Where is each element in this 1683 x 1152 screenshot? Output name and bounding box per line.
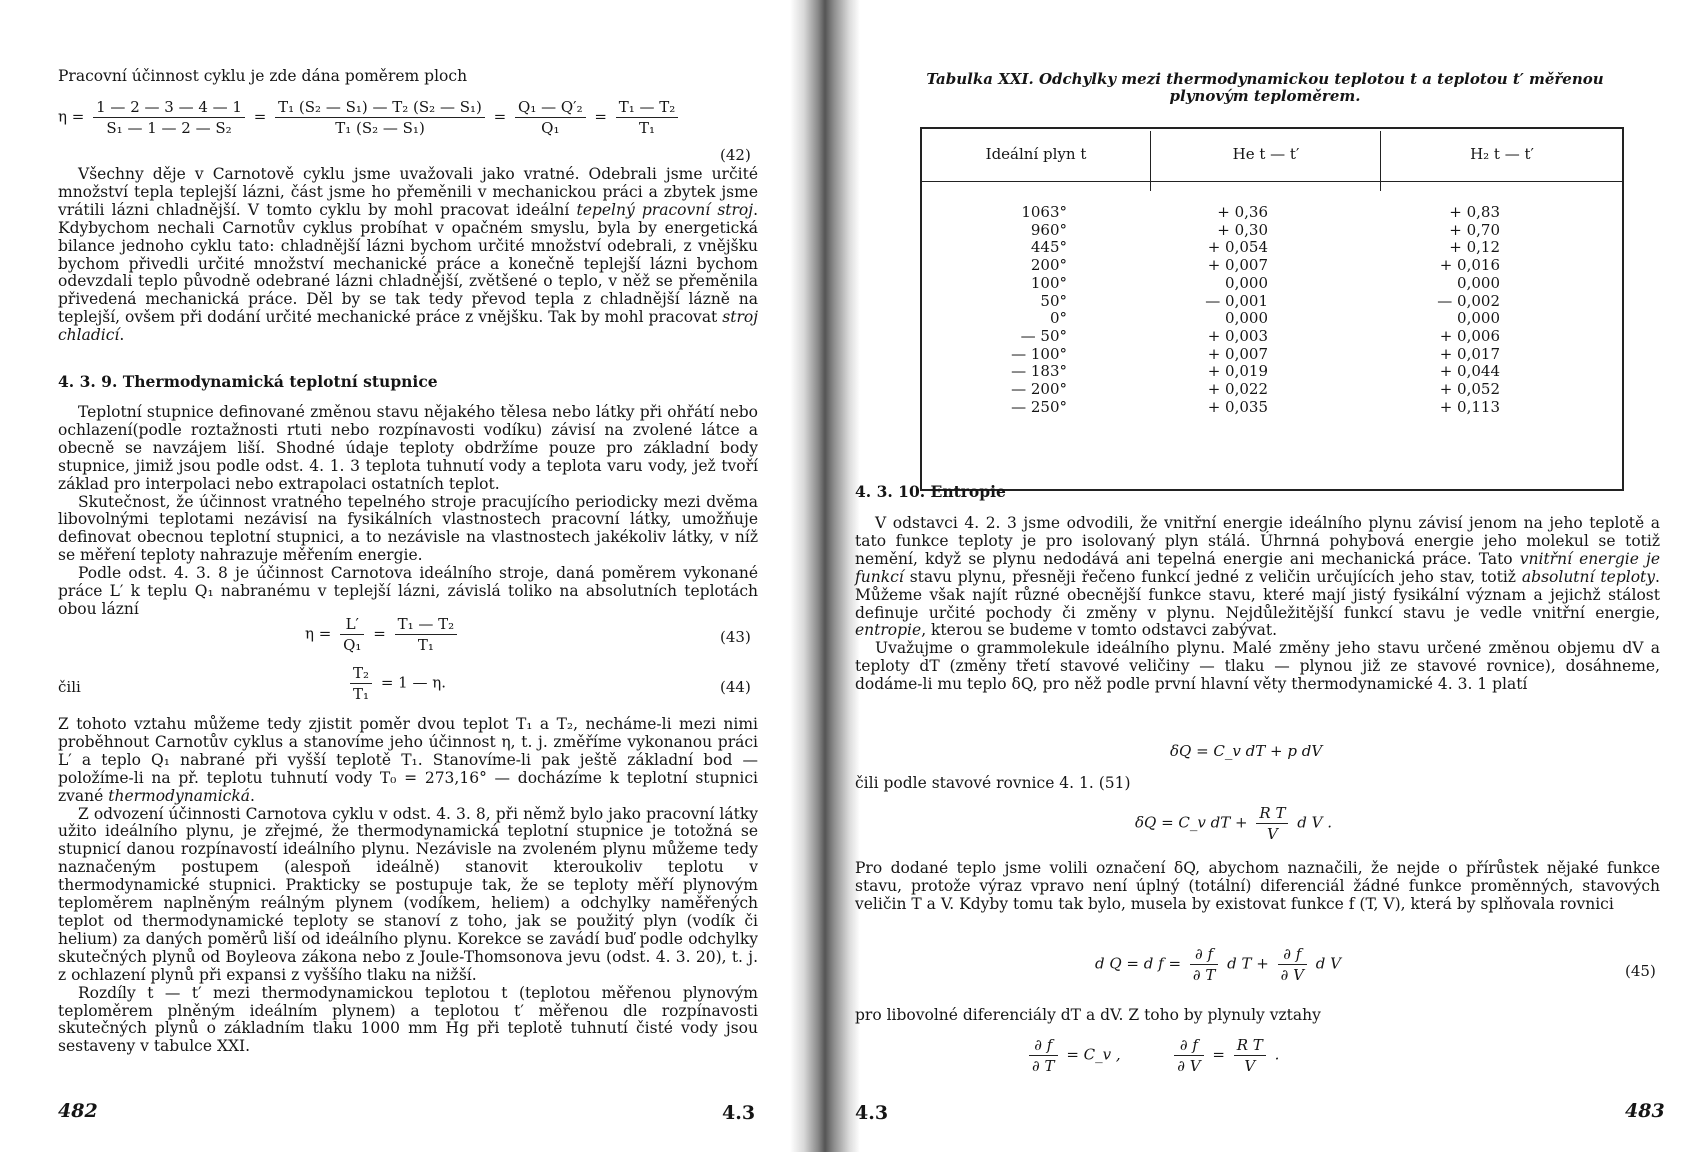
paragraph-ratio: Z tohoto vztahu můžeme tedy zjistit poměr dvou teplot T₁ a T₂, necháme-li mezi nimi proběhnout Carnotův cyklus a stanovíme jeho účinnost η, t. j. změříme vykonanou práci L′ a teplo Q₁ nabrané při vyšší teplotě T₁. Stanovíme-li pak ještě základní bod — položíme-li na př. teplotu tuhnutí vody T₀ = 273,16° — docházíme k teplotní stupnici zvané thermodynamická. [58, 715, 758, 805]
paragraph-differentials: pro libovolné diferenciály dT a dV. Z toho by plynuly vztahy [855, 1006, 1321, 1024]
table-cell-h2-8: + 0,017 [1439, 344, 1500, 363]
eq45-frac2: $\frac{\partial f}{\partial V}$ [1278, 945, 1307, 984]
table-cell-t-6: 0° [1049, 309, 1067, 328]
table-cell-t-8: — 100° [1011, 344, 1067, 363]
equation-first-law: δQ = C_v dT + p dV [1170, 742, 1323, 760]
table-cell-h2-2: + 0,12 [1449, 238, 1500, 257]
eq42-frac2-den: T₁ (S₂ — S₁) [335, 119, 425, 137]
em-tepelny-stroj: tepelný pracovní stroj [576, 200, 754, 219]
table-cell-t-1: 960° [1030, 220, 1067, 239]
table-cell-t-5: 50° [1040, 291, 1067, 310]
paragraph-differences: Rozdíly t — t′ mezi thermodynamickou teplotou t (teplotou měřenou plynovým teploměrem plněným ideálním plynem) a teplotou t′ měřenou dle rozpínavosti skutečných plynů o základním tlaku 1000 mm Hg při teplotě tuhnutí čisté vody jsou sestaveny v tabulce XXI. [58, 983, 758, 1056]
table-cell-h2-9: + 0,044 [1439, 362, 1500, 381]
paragraphs-thermodynamic [58, 716, 758, 1056]
paragraph-scales: Teplotní stupnice definované změnou stavu nějakého tělesa nebo látky při ohřátí nebo ochlazení(podle roztažnosti rtuti nebo rozpínavosti vodíku) závisí na zvolené látce a obecně se navzájem liší. Shodné údaje teploty obdržíme pouze pro základní body stupnice, jimiž jsou podle odst. 4. 1. 3 teplota tuhnutí vody a teplota varu vody, jež tvoří základ pro interpolaci nebo extrapolaci ostatních teplot. [58, 403, 758, 493]
table-column-t [1011, 204, 1067, 416]
table-cell-t-3: 200° [1030, 256, 1067, 275]
table-cell-he-10: + 0,022 [1207, 380, 1268, 399]
table-cell-he-5: — 0,001 [1205, 291, 1268, 310]
eq42-lhs: η = [58, 107, 85, 126]
em-thermodynamicka: thermodynamická [108, 786, 250, 805]
eq44-frac: $\frac{\text{T₂}}{\text{T₁}}$ [350, 664, 372, 703]
table-header-h2: H₂ t — t′ [1470, 145, 1534, 163]
table-header-rule [922, 181, 1622, 182]
table-cell-t-11: — 250° [1011, 397, 1067, 416]
eq42-number: (42) [720, 146, 751, 164]
section-heading-4-3-10: 4. 3. 10. Entropie [855, 482, 1006, 501]
eq42-frac4-num: T₁ — T₂ [616, 98, 679, 118]
eq42-equals-1: = [253, 107, 267, 126]
table-cell-t-10: — 200° [1011, 380, 1067, 399]
paragraph-heat: Pro dodané teplo jsme volili označení δQ, abychom naznačili, že nejde o přírůstek nějaké funkce stavu, protože výraz vpravo není úplný (totální) diferenciál žádné funkce proměnných, stavových veličin T a V. Kdyby tomu tak bylo, musela by existovat funkce f (T, V), která by splňovala rovnici [855, 859, 1660, 913]
equation-state: δQ = C_v dT + $\frac{\text{R T}}{V}$ d V . [1135, 804, 1332, 843]
em-absolutni-teploty: absolutní teploty [1521, 567, 1656, 586]
table-cell-he-3: + 0,007 [1207, 256, 1268, 275]
eq45-frac1: $\frac{\partial f}{\partial T}$ [1190, 945, 1219, 984]
eq43-number: (43) [720, 628, 751, 646]
equation-partials: $\frac{\partial f}{\partial T}$ = C_v , $\frac{\partial f}{\partial V}$ = $\frac{\text{R T}}{V}$ . [1025, 1036, 1279, 1075]
eq-partials-frac3: $\frac{\text{R T}}{V}$ [1234, 1036, 1266, 1075]
table-column-h2 [1437, 204, 1500, 416]
paragraphs-temperature-scale [58, 404, 758, 619]
eq42-frac3 [515, 98, 586, 137]
paragraph-grammolecule: Uvažujme o grammolekule ideálního plynu. Malé změny jeho stavu určené změnou objemu dV a teploty dT (změny třetí stavové veličiny — tlaku — plynou již ze stavové rovnice), dosáhneme, dodáme-li mu teplo δQ, pro něž podle první hlavní věty thermodynamické 4. 3. 1 platí [855, 639, 1660, 694]
table-cell-he-4: 0,000 [1225, 273, 1268, 292]
eq42-frac3-den: Q₁ [541, 119, 560, 137]
left-page [0, 0, 800, 1152]
page-number-left: 482 [58, 1100, 98, 1122]
table-caption: Tabulka XXI. Odchylky mezi thermodynamickou teplotou t a teplotou t′ měřenou plynovým teploměrem. [926, 70, 1604, 105]
table-cell-h2-1: + 0,70 [1449, 220, 1500, 239]
eq43-frac2: $\frac{\text{T₁ — T₂}}{\text{T₁}}$ [395, 615, 458, 654]
table-cell-he-11: + 0,035 [1207, 397, 1268, 416]
equation-43: η = $\frac{L'}{\text{Q₁}}$ = $\frac{\text{T₁ — T₂}}{\text{T₁}}$ [305, 615, 461, 654]
eq42-frac3-num: Q₁ — Q′₂ [515, 98, 586, 118]
state-equation-line: čili podle stavové rovnice 4. 1. (51) [855, 774, 1131, 792]
table-cell-he-9: + 0,019 [1207, 362, 1268, 381]
paragraph-internal-energy: V odstavci 4. 2. 3 jsme odvodili, že vnitřní energie ideálního plynu závisí jenom na jeho teplotě a tato funkce teploty je pro isolovaný plyn stálá. Úhrnná pohybová energie jeho molekul se totiž nemění, když se plynu nedodává ani tepelná energie ani mechanická práce. Tato vnitřní energie je funkcí stavu plynu, přesněji řečeno funkcí jedné z veličin určujících jeho stav, totiž absolutní teploty. Můžeme však najít různé obecnější funkce stavu, které mají jistý fysikální význam a jejichž stálost definuje určité pochody či změny v plynu. Nejdůležitější funkcí stavu je vedle vnitřní energie, entropie, kterou se budeme v tomto odstavci zabývat. [855, 514, 1660, 640]
section-number-right: 4.3 [855, 1102, 889, 1124]
eq42-frac2-num: T₁ (S₂ — S₁) — T₂ (S₂ — S₁) [275, 98, 485, 118]
section-heading-4-3-9: 4. 3. 9. Thermodynamická teplotní stupnice [58, 372, 438, 391]
table-cell-h2-7: + 0,006 [1439, 326, 1500, 345]
table-divider-1 [1150, 131, 1151, 191]
eq-state-frac: $\frac{\text{R T}}{V}$ [1256, 804, 1288, 843]
table-cell-he-2: + 0,054 [1207, 238, 1268, 257]
eq42-frac1-num: 1 — 2 — 3 — 4 — 1 [93, 98, 245, 118]
table-xxi [920, 127, 1624, 491]
table-cell-t-2: 445° [1030, 238, 1067, 257]
table-cell-h2-0: + 0,83 [1449, 203, 1500, 221]
cili-label: čili [58, 678, 81, 696]
eq-partials-frac2: $\frac{\partial f}{\partial V}$ [1174, 1036, 1203, 1075]
equation-44: $\frac{\text{T₂}}{\text{T₁}}$ = 1 — η. [346, 664, 446, 703]
intro-line: Pracovní účinnost cyklu je zde dána poměrem ploch [58, 67, 468, 85]
paragraphs-entropy [855, 515, 1660, 694]
eq42-frac1 [93, 98, 245, 137]
eq42-equals-2: = [493, 107, 507, 126]
table-cell-h2-3: + 0,016 [1439, 256, 1500, 275]
equation-42 [58, 98, 682, 137]
eq42-frac2 [275, 98, 485, 137]
table-header-he: He t — t′ [1232, 145, 1300, 163]
table-column-he [1205, 204, 1268, 416]
em-stroj-chladici: stroj chladicí [58, 308, 758, 345]
equation-45: d Q = d f = $\frac{\partial f}{\partial T}$ d T + $\frac{\partial f}{\partial V}$ d V [1095, 945, 1341, 984]
table-cell-t-7: — 50° [1020, 326, 1067, 345]
right-page [840, 0, 1683, 1152]
page-number-right: 483 [1625, 1100, 1665, 1122]
eq45-number: (45) [1625, 962, 1656, 980]
eq42-frac1-den: S₁ — 1 — 2 — S₂ [106, 119, 232, 137]
em-vnitrni-energie: vnitřní energie je funkcí [855, 549, 1660, 586]
paragraph-fact: Skutečnost, že účinnost vratného tepelného stroje pracujícího periodicky mezi dvěma libovolnými teplotami nezávisí na fysikálních vlastnostech pracovní látky, umožňuje definovat obecnou teplotní stupnici, a to nezávisle na vlastnostech jakékoliv látky, v níž se měření teploty nahrazuje měřením energie. [58, 492, 758, 565]
eq-partials-frac1: $\frac{\partial f}{\partial T}$ [1029, 1036, 1058, 1075]
eq43-frac1: $\frac{L'}{\text{Q₁}}$ [340, 615, 364, 654]
table-cell-he-1: + 0,30 [1217, 220, 1268, 239]
table-cell-he-6: 0,000 [1225, 309, 1268, 328]
paragraph-derivation: Z odvození účinnosti Carnotova cyklu v odst. 4. 3. 8, při němž bylo jako pracovní látky užito ideálního plynu, je zřejmé, že thermodynamická teplotní stupnice je totožná se stupnicí danou rozpínavostí ideálního plynu. Nezávisle na zvoleném plynu můžeme tedy naznačeným postupem (alespoň ideálně) stanovit kteroukoliv teplotu v thermodynamické stupnici. Prakticky se postupuje tak, že se teploty měří plynovým teploměrem naplněným reálným plynem (vodíkem, heliem) a odchylky naměřených teplot od thermodynamické teploty se stanoví z toho, jak se použitý plyn (vodík či helium) za daných poměrů liší od ideálního plynu. Korekce se zavádí buď podle odchylky skutečných plynů od Boyleova zákona nebo z Joule-Thomsonova jevu (odst. 4. 3. 20), t. j. z ochlazení plynů při expansi z vyššího tlaku na nižší. [58, 804, 758, 984]
section-number-left: 4.3 [722, 1102, 756, 1124]
table-cell-he-0: + 0,36 [1217, 203, 1268, 221]
table-cell-h2-5: — 0,002 [1437, 291, 1500, 310]
em-entropie: entropie [855, 621, 922, 640]
table-cell-t-4: 100° [1030, 273, 1067, 292]
table-cell-h2-10: + 0,052 [1439, 380, 1500, 399]
table-cell-he-8: + 0,007 [1207, 344, 1268, 363]
table-cell-h2-6: 0,000 [1457, 309, 1500, 328]
paragraph-carnot: Všechny děje v Carnotově cyklu jsme uvažovali jako vratné. Odebrali jsme určité množství tepla teplejší lázni, část jsme ho přeměnili v mechanickou práci a zbytek jsme vrátili lázni chladnější. V tomto cyklu by mohl pracovat ideální tepelný pracovní stroj. Kdybychom nechali Carnotův cyklus probíhat v opačném smyslu, byla by energetická bilance jednoho cyklu tato: chladnější lázni bychom určité množství odebrali, z vnějšku bychom přivedli určité množství mechanické práce a konečně teplejší lázni bychom odevzdali teplo původně odebrané lázni chladnější, zvětšené o teplo, v něž se přeměnila přivedená mechanická práce. Děl by se tak tedy převod tepla z chladnější lázně na teplejší, ovšem při dodání určité mechanické práce z vnějšku. Tak by mohl pracovat stroj chladicí. [58, 165, 758, 345]
eq42-frac4-den: T₁ [639, 119, 656, 137]
table-header-ideal: Ideální plyn t [985, 145, 1087, 163]
table-divider-2 [1380, 131, 1381, 191]
table-cell-h2-11: + 0,113 [1439, 397, 1500, 416]
eq42-equals-3: = [594, 107, 607, 126]
table-cell-h2-4: 0,000 [1457, 273, 1500, 292]
eq44-number: (44) [720, 678, 751, 696]
eq42-frac4 [616, 98, 679, 137]
paragraph-efficiency: Podle odst. 4. 3. 8 je účinnost Carnotova ideálního stroje, daná poměrem vykonané práce L′ k teplu Q₁ nabranému v teplejší lázni, závislá toliko na absolutních teplotách obou lázní [58, 564, 758, 618]
table-cell-t-0: 1063° [1021, 203, 1067, 221]
table-cell-he-7: + 0,003 [1207, 326, 1268, 345]
table-cell-t-9: — 183° [1011, 362, 1067, 381]
